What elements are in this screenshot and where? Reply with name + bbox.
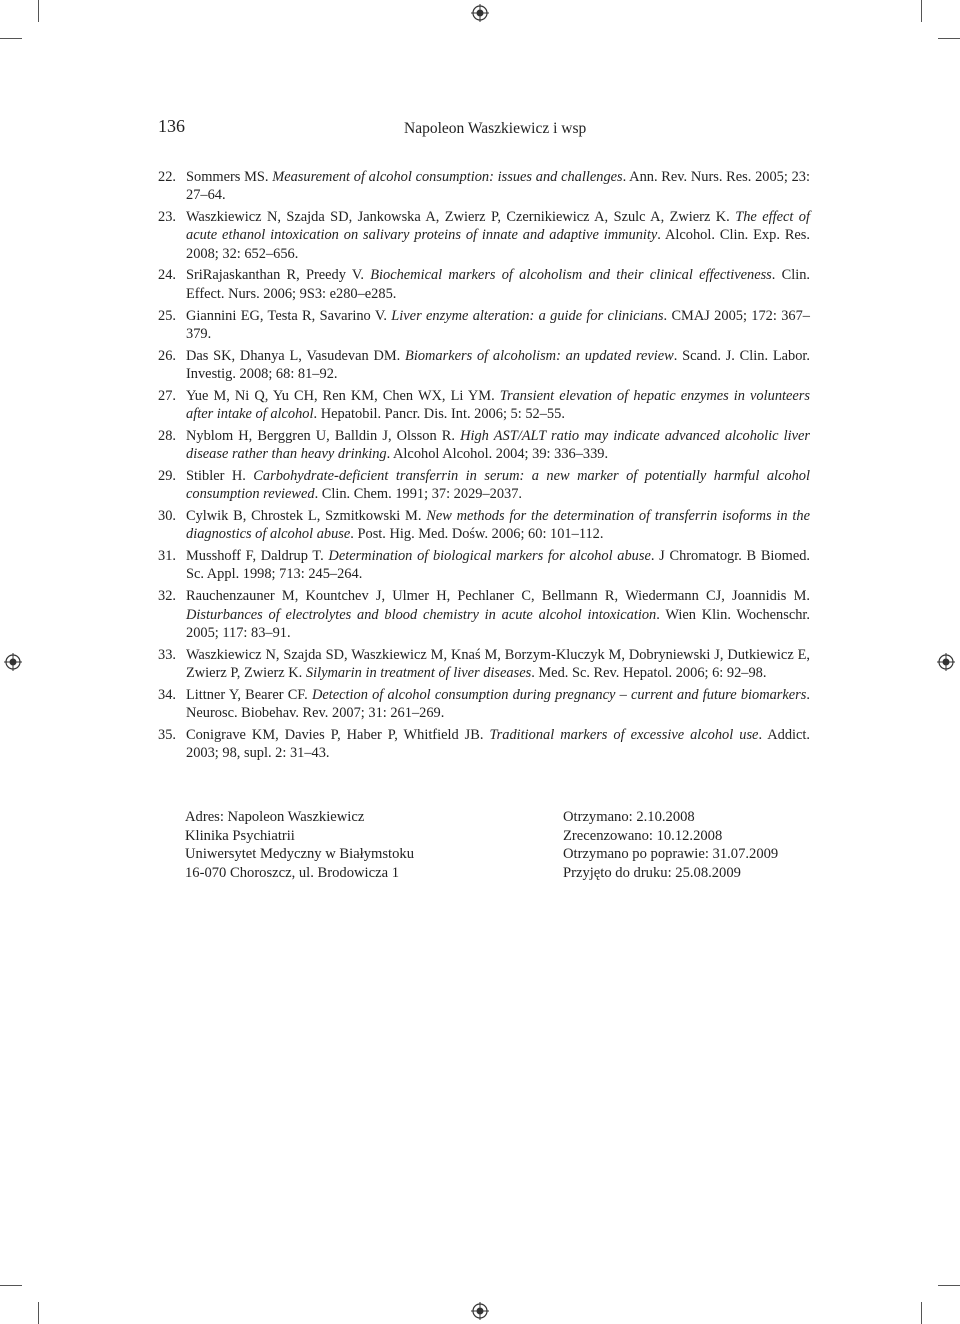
reference-number: 32. xyxy=(158,588,176,605)
reference-authors: Conigrave KM, Davies P, Haber P, Whitfield JB. xyxy=(186,726,490,743)
reference-source: . Clin. Chem. 1991; 37: 2029–2037. xyxy=(314,486,523,503)
crop-mark-top-left xyxy=(0,38,22,39)
address-line: Adres: Napoleon Waszkiewicz xyxy=(185,809,365,825)
date-line: Przyjęto do druku: 25.08.2009 xyxy=(563,864,741,881)
reference-authors: Waszkiewicz N, Szajda SD, Waszkiewicz M, Knaś M, Borzym-Kluczyk M, Dobryniewski J, Dutkiewicz E, Zwierz P, Zwierz K. xyxy=(186,646,810,681)
crop-mark-bottom-left xyxy=(0,1285,22,1286)
crop-mark-bottom-right-v xyxy=(921,1302,922,1324)
reference-title: Determination of biological markers for alcohol abuse xyxy=(328,548,651,565)
reference-title: Silymarin in treatment of liver diseases xyxy=(305,664,532,681)
reference-number: 30. xyxy=(158,508,176,525)
reference-list xyxy=(158,168,810,766)
reference-title: Detection of alcohol consumption during pregnancy – current and future biomarkers xyxy=(311,686,807,703)
date-line: Otrzymano: 2.10.2008 xyxy=(563,809,695,825)
reference-item xyxy=(158,587,810,642)
crop-mark-bottom-right xyxy=(938,1285,960,1286)
reference-item xyxy=(158,467,810,504)
reference-title: Traditional markers of excessive alcohol use xyxy=(489,726,759,743)
correspondence-address xyxy=(185,808,414,882)
reference-number: 34. xyxy=(158,686,176,703)
reference-title: Measurement of alcohol consumption: issues and challenges xyxy=(272,169,623,185)
reference-number: 33. xyxy=(158,646,176,663)
reference-authors: Stibler H. xyxy=(186,467,254,484)
reference-source: . Scand. J. Clin. Labor. Investig. 2008; 68: 81–92. xyxy=(186,347,810,382)
reference-authors: Musshoff F, Daldrup T. xyxy=(186,548,329,565)
reference-source: . Med. Sc. Rev. Hepatol. 2006; 6: 92–98. xyxy=(531,664,767,681)
page-number: 136 xyxy=(158,116,185,136)
registration-mark-bottom-icon xyxy=(471,1302,489,1320)
reference-number: 23. xyxy=(158,209,176,226)
reference-authors: Littner Y, Bearer CF. xyxy=(186,686,312,703)
reference-number: 25. xyxy=(158,307,176,324)
reference-source: . CMAJ 2005; 172: 367–379. xyxy=(186,307,810,342)
reference-item xyxy=(158,387,810,424)
reference-number: 26. xyxy=(158,347,176,364)
crop-mark-top-right-v xyxy=(921,0,922,22)
reference-title: The effect of acute ethanol intoxication on salivary proteins of innate and adaptive immunity xyxy=(186,209,810,244)
date-line: Zrecenzowano: 10.12.2008 xyxy=(563,827,723,844)
submission-dates xyxy=(563,808,778,882)
reference-authors: Waszkiewicz N, Szajda SD, Jankowska A, Zwierz P, Czernikiewicz A, Szulc A, Zwierz K. xyxy=(186,209,736,226)
reference-number: 35. xyxy=(158,726,176,743)
reference-authors: Sommers MS. xyxy=(186,169,273,185)
reference-authors: Cylwik B, Chrostek L, Szmitkowski M. xyxy=(186,508,427,525)
reference-item xyxy=(158,168,810,205)
reference-source: . Wien Klin. Wochenschr. 2005; 117: 83–91. xyxy=(186,606,810,641)
reference-source: . Alcohol Alcohol. 2004; 39: 336–339. xyxy=(386,446,609,463)
reference-authors: Rauchenzauner M, Kountchev J, Ulmer H, Pechlaner C, Bellmann R, Wiedermann CJ, Joannidis M. xyxy=(186,588,810,605)
reference-number: 31. xyxy=(158,548,176,565)
date-line: Otrzymano po poprawie: 31.07.2009 xyxy=(563,846,779,863)
reference-item xyxy=(158,208,810,263)
reference-authors: Das SK, Dhanya L, Vasudevan DM. xyxy=(186,347,406,364)
reference-item xyxy=(158,307,810,344)
running-head: Napoleon Waszkiewicz i wsp xyxy=(404,120,587,137)
reference-number: 24. xyxy=(158,267,176,284)
reference-title: Biomarkers of alcoholism: an updated review xyxy=(405,347,674,364)
reference-title: Carbohydrate-deficient transferrin in serum: a new marker of potentially harmful alcohol consumption reviewed xyxy=(186,467,810,503)
address-line: Uniwersytet Medyczny w Białymstoku xyxy=(185,846,415,863)
reference-item xyxy=(158,547,810,584)
reference-title: New methods for the determination of transferrin isoforms in the diagnostics of alcohol abuse xyxy=(186,508,810,543)
registration-mark-top-icon xyxy=(471,4,489,22)
reference-source: . Ann. Rev. Nurs. Res. 2005; 23: 27–64. xyxy=(186,169,810,204)
reference-item xyxy=(158,507,810,544)
reference-number: 28. xyxy=(158,427,176,444)
reference-item xyxy=(158,427,810,464)
reference-number: 22. xyxy=(158,169,176,185)
reference-item xyxy=(158,347,810,384)
address-line: Klinika Psychiatrii xyxy=(185,827,295,844)
reference-number: 29. xyxy=(158,467,176,484)
reference-authors: SriRajaskanthan R, Preedy V. xyxy=(186,267,371,284)
crop-mark-bottom-left-v xyxy=(38,1302,39,1324)
reference-source: . J Chromatogr. B Biomed. Sc. Appl. 1998; 713: 245–264. xyxy=(186,548,811,583)
reference-number: 27. xyxy=(158,387,176,404)
reference-authors: Nyblom H, Berggren U, Balldin J, Olsson R. xyxy=(186,427,461,444)
reference-title: Disturbances of electrolytes and blood chemistry in acute alcohol intoxication xyxy=(186,606,657,623)
reference-title: Biochemical markers of alcoholism and their clinical effectiveness xyxy=(370,267,772,284)
crop-mark-top-right xyxy=(938,38,960,39)
reference-title: Liver enzyme alteration: a guide for clinicians xyxy=(391,307,664,324)
reference-authors: Yue M, Ni Q, Yu CH, Ren KM, Chen WX, Li YM. xyxy=(186,387,500,404)
reference-source: . Neurosc. Biobehav. Rev. 2007; 31: 261–269. xyxy=(186,686,810,722)
crop-mark-top-left-v xyxy=(38,0,39,22)
reference-item xyxy=(158,686,810,723)
reference-title: Transient elevation of hepatic enzymes in volunteers after intake of alcohol xyxy=(186,387,810,423)
reference-source: . Clin. Effect. Nurs. 2006; 9S3: e280–e285. xyxy=(186,267,810,302)
reference-title: High AST/ALT ratio may indicate advanced alcoholic liver disease rather than heavy drinking xyxy=(186,427,810,463)
reference-source: . Post. Hig. Med. Dośw. 2006; 60: 101–112. xyxy=(350,526,604,543)
reference-item xyxy=(158,646,810,683)
registration-mark-left-icon xyxy=(4,653,22,671)
reference-source: . Addict. 2003; 98, supl. 2: 31–43. xyxy=(186,726,810,762)
reference-item xyxy=(158,726,810,763)
reference-source: . Alcohol. Clin. Exp. Res. 2008; 32: 652–656. xyxy=(186,227,810,262)
reference-source: . Hepatobil. Pancr. Dis. Int. 2006; 5: 52–55. xyxy=(313,406,565,423)
address-line: 16-070 Choroszcz, ul. Brodowicza 1 xyxy=(185,864,399,881)
registration-mark-right-icon xyxy=(937,653,955,671)
reference-authors: Giannini EG, Testa R, Savarino V. xyxy=(186,307,392,324)
reference-item xyxy=(158,266,810,303)
